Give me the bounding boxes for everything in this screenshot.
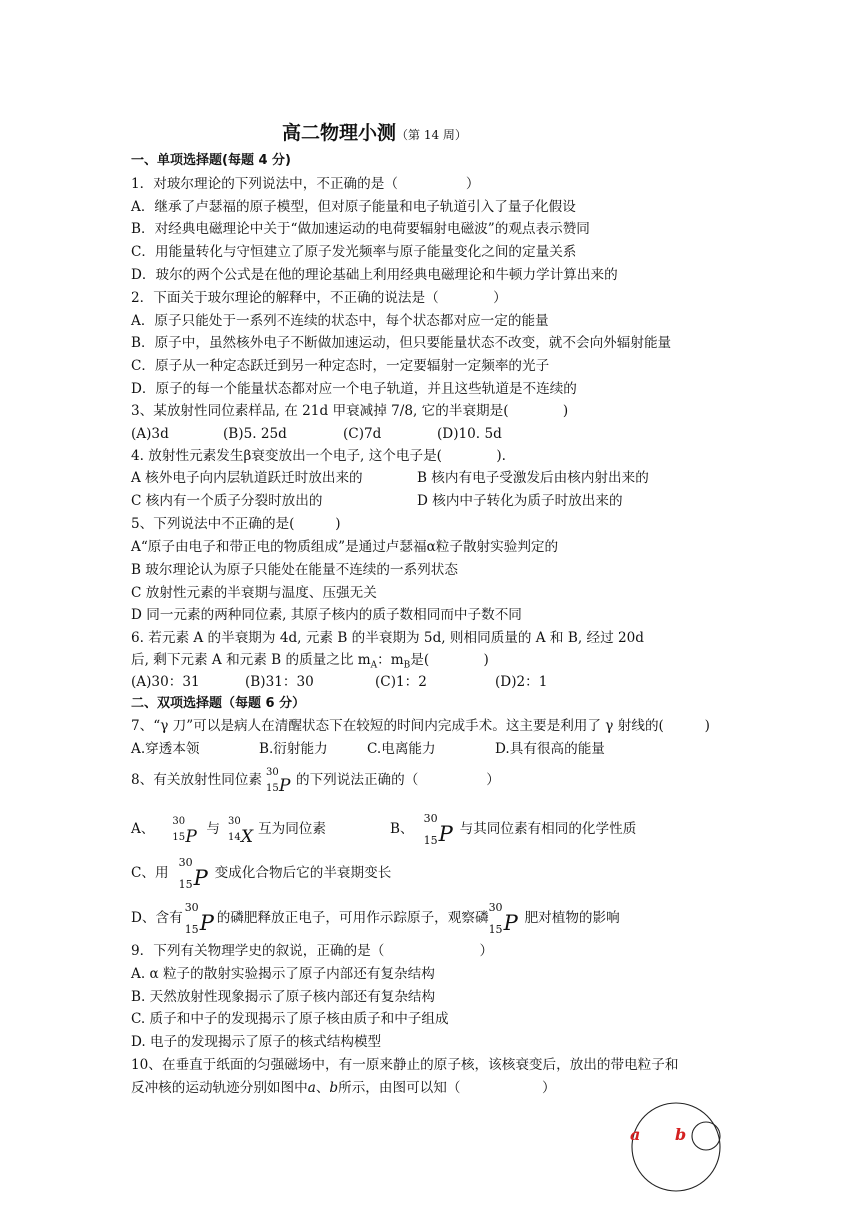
q6-option-a: (A)30：31: [131, 674, 200, 690]
atomic-number: 15: [423, 833, 438, 847]
element-symbol: P: [503, 910, 518, 935]
track-label-b: b: [675, 1125, 687, 1144]
q8-option-a: [131, 813, 326, 845]
q10-var-b: b: [329, 1080, 339, 1096]
q8-option-b-label: B、: [390, 821, 414, 837]
track-label-a: a: [630, 1125, 641, 1144]
q10-var-a: a: [307, 1080, 316, 1096]
q7-option-b: B.衍射能力: [259, 741, 328, 757]
q8-option-b-text: 与其同位素有相同的化学性质: [459, 821, 637, 837]
q5-option-a: A“原子由电子和带正电的物质组成”是通过卢瑟福α粒子散射实验判定的: [131, 539, 559, 555]
nuclide-p30: [184, 900, 217, 936]
q1-stem: 1．对玻尔理论的下列说法中，不正确的是（ ）: [131, 176, 480, 192]
q5-stem: 5、下列说法中不正确的是( ): [131, 516, 341, 532]
element-symbol: P: [185, 826, 197, 847]
q3-option-d: (D)10. 5d: [437, 426, 502, 442]
q6-subscript-a: A: [370, 660, 378, 671]
q10-stem-text: 反冲核的运动轨迹分别如图中: [131, 1080, 308, 1096]
q4-option-d: D 核内中子转化为质子时放出来的: [417, 493, 623, 509]
title-block: [282, 118, 467, 145]
mass-number: 30: [228, 815, 241, 827]
q8-option-d-label: D、含有: [131, 910, 183, 926]
nuclide-x30: [228, 815, 254, 847]
decay-track-diagram: [622, 1090, 732, 1206]
section-double-choice: 二、双项选择题（每题 6 分）: [131, 696, 306, 711]
q6-stem-line1: 6. 若元素 A 的半衰期为 4d, 元素 B 的半衰期为 5d, 则相同质量的 A 和 B, 经过 20d: [131, 630, 644, 646]
q7-option-a: A.穿透本领: [131, 741, 200, 757]
q8-option-c-text: 变成化合物后它的半衰期变长: [214, 865, 392, 881]
mass-number: 30: [184, 900, 199, 914]
page-title: 高二物理小测: [282, 122, 397, 144]
q9-option-d: D. 电子的发现揭示了原子的核式结构模型: [131, 1034, 382, 1050]
q9-stem: 9．下列有关物理学史的叙说，正确的是（ ）: [131, 943, 494, 959]
q9-option-c: C. 质子和中子的发现揭示了原子核由质子和中子组成: [131, 1011, 449, 1027]
q2-option-d: D．原子的每一个能量状态都对应一个电子轨道，并且这些轨道是不连续的: [131, 381, 577, 397]
q1-option-b: B．对经典电磁理论中关于“做加速运动的电荷要辐射电磁波”的观点表示赞同: [131, 221, 590, 237]
q8-option-b: [390, 813, 636, 846]
q10-sep: 、: [315, 1080, 330, 1096]
q7-stem: 7、“γ 刀”可以是病人在清醒状态下在较短的时间内完成手术。这主要是利用了 γ 射线的( ): [131, 718, 710, 734]
q4-option-b: B 核内有电子受激发后由核内射出来的: [417, 470, 649, 486]
q2-option-b: B．原子中，虽然核外电子不断做加速运动，但只要能量状态不改变，就不会向外辐射能量: [131, 335, 672, 351]
q1-option-a: A．继承了卢瑟福的原子模型，但对原子能量和电子轨道引入了量子化假设: [131, 199, 576, 215]
q6-stem-end: 是( ): [410, 652, 489, 668]
q2-option-c: C．原子从一种定态跃迁到另一种定态时，一定要辐射一定频率的光子: [131, 358, 550, 374]
q8-option-d-end: 肥对植物的影响: [524, 910, 620, 926]
q8-option-c-label: C、用: [131, 865, 169, 881]
section-single-choice: 一、单项选择题(每题 4 分): [131, 153, 291, 168]
q3-option-c: (C)7d: [343, 426, 382, 442]
q6-ratio-sep: ：m: [377, 652, 404, 668]
alpha-particle-track: [632, 1103, 720, 1191]
q2-option-a: A．原子只能处于一系列不连续的状态中，每个状态都对应一定的能量: [131, 313, 549, 329]
q5-option-c: C 放射性元素的半衰期与温度、压强无关: [131, 585, 377, 601]
atomic-number: 15: [266, 782, 279, 794]
q8-option-a-text: 互为同位素: [258, 821, 326, 837]
q4-option-c: C 核内有一个质子分裂时放出的: [131, 493, 323, 509]
element-symbol: X: [241, 826, 254, 847]
q10-stem-end: 所示，由图可以知（ ）: [338, 1080, 556, 1096]
element-symbol: P: [193, 865, 208, 890]
q3-option-b: (B)5. 25d: [223, 426, 287, 442]
q6-option-c: (C)1：2: [375, 674, 427, 690]
element-symbol: P: [279, 775, 291, 796]
nuclide-p30: [172, 815, 198, 847]
q9-option-a: A. α 粒子的散射实验揭示了原子内部还有复杂结构: [131, 966, 435, 982]
nuclide-p30: [423, 811, 456, 847]
q8-stem-text: 8、有关放射性同位素: [131, 772, 262, 788]
q10-stem-line1: 10、在垂直于纸面的匀强磁场中，有一原来静止的原子核，该核衰变后，放出的带电粒子和: [131, 1057, 679, 1073]
q6-stem-text: 后, 剩下元素 A 和元素 B 的质量之比 m: [131, 652, 371, 668]
nuclide-p30: [266, 768, 292, 794]
q6-option-d: (D)2：1: [495, 674, 548, 690]
element-symbol: P: [438, 821, 453, 846]
atomic-number: 14: [228, 831, 241, 843]
q9-option-b: B. 天然放射性现象揭示了原子核内部还有复杂结构: [131, 989, 436, 1005]
q7-option-c: C.电离能力: [367, 741, 436, 757]
recoil-nucleus-track: [692, 1122, 720, 1150]
q8-option-a-with: 与: [206, 821, 221, 837]
q8-option-d-text: 的磷肥释放正电子，可用作示踪原子，观察磷: [216, 910, 489, 926]
q1-option-c: C．用能量转化与守恒建立了原子发光频率与原子能量变化之间的定量关系: [131, 244, 577, 260]
q5-option-b: B 玻尔理论认为原子只能处在能量不连续的一系列状态: [131, 562, 458, 578]
mass-number: 30: [488, 900, 503, 914]
q3-stem: 3、某放射性同位素样品, 在 21d 甲衰减掉 7/8, 它的半衰期是( ): [131, 403, 569, 419]
nuclide-p30: [488, 900, 521, 936]
q4-option-a: A 核外电子向内层轨道跃迁时放出来的: [131, 470, 363, 486]
q5-option-d: D 同一元素的两种同位素, 其原子核内的质子数相同而中子数不同: [131, 607, 522, 623]
q8-option-d: [131, 902, 620, 935]
atomic-number: 15: [184, 922, 199, 936]
q6-stem-line2: [131, 651, 489, 675]
mass-number: 30: [266, 766, 279, 778]
q7-option-d: D.具有很高的能量: [495, 741, 605, 757]
q4-stem: 4. 放射性元素发生β衰变放出一个电子, 这个电子是( ).: [131, 448, 506, 464]
q6-option-b: (B)31：30: [245, 674, 314, 690]
q1-option-d: D．玻尔的两个公式是在他的理论基础上利用经典电磁理论和牛顿力学计算出来的: [131, 267, 618, 283]
q8-stem: [131, 766, 500, 794]
q8-option-a-label: A、: [131, 821, 155, 837]
q6-subscript-b: B: [403, 660, 411, 671]
q10-stem-line2: [131, 1079, 556, 1097]
title-week-note: （第 14 周）: [396, 128, 467, 142]
element-symbol: P: [199, 910, 214, 935]
mass-number: 30: [178, 855, 193, 869]
q8-option-c: [131, 857, 391, 890]
atomic-number: 15: [172, 831, 186, 843]
mass-number: 30: [172, 815, 186, 827]
mass-number: 30: [423, 811, 438, 825]
q8-stem-end: 的下列说法正确的（ ）: [296, 772, 500, 788]
nuclide-p30: [178, 855, 211, 891]
atomic-number: 15: [178, 877, 193, 891]
atomic-number: 15: [488, 922, 503, 936]
q2-stem: 2．下面关于玻尔理论的解释中，不正确的说法是（ ）: [131, 290, 507, 306]
q3-option-a: (A)3d: [131, 426, 169, 442]
